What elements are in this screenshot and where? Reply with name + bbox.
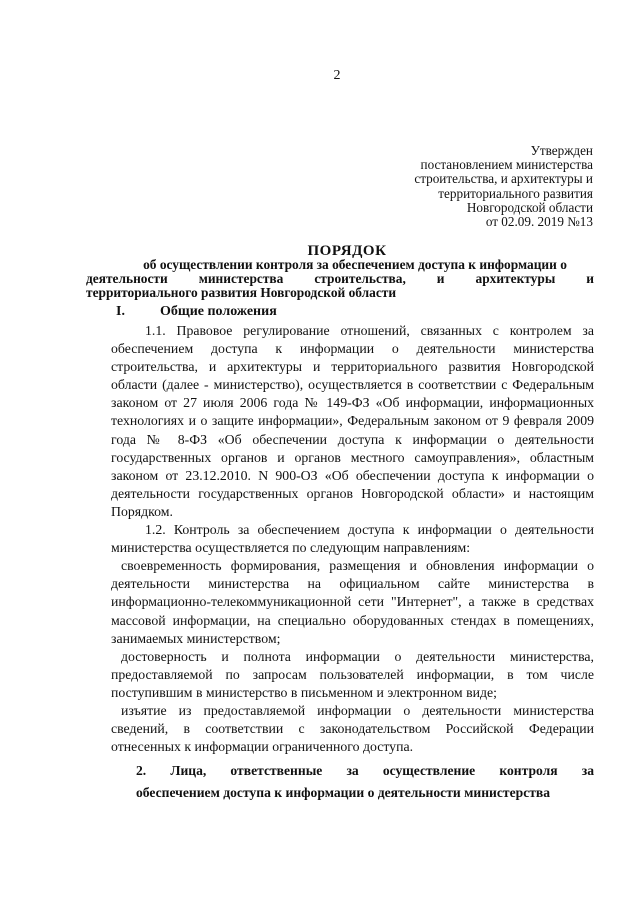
- list-item: своевременность формирования, размещения и обновления информации о деятельности министерства на официальном сайте министерства в информационно-телекоммуникационной сети "Интернет", а также в средствах массовой информации, на специально оборудованных стендах в помещениях, занимаемых министерством;: [111, 558, 594, 646]
- paragraph-1-2: 1.2. Контроль за обеспечением доступа к информации о деятельности министерства осуществляется по следующим направлениям:: [111, 522, 594, 556]
- approval-line: строительства, и архитектуры и: [414, 171, 593, 187]
- approval-stamp: [414, 144, 593, 229]
- section-1-body: [111, 322, 594, 756]
- subtitle-line: деятельности министерства строительства, и архитектуры и: [86, 271, 594, 287]
- document-title: ПОРЯДОК: [307, 243, 387, 259]
- paragraph-1-1: 1.1. Правовое регулирование отношений, связанных с контролем за обеспечением доступа к информации о деятельности министерства строительства, и архитектуры и территориального развития Новгородской области (далее - министерство), осуществляется в соответствии с Федеральным законом от 27 июля 2006 года № 149-ФЗ «Об информации, информационных технологиях и о защите информации», Федеральным законом от 9 февраля 2009 года № 8-ФЗ «Об обеспечении доступа к информации о деятельности государственных органов и органов местного самоуправления», областным законом от 23.12.2010. N 900-ОЗ «Об обеспечении доступа к информации о деятельности государственных органов Новгородской области» и настоящим Порядком.: [111, 323, 594, 519]
- section-1-title: Общие положения: [160, 304, 277, 319]
- subtitle-line: об осуществлении контроля за обеспечением доступа к информации о: [143, 257, 567, 272]
- section-2-line: 2. Лица, ответственные за осуществление контроля за: [136, 763, 594, 778]
- section-2-heading: [136, 760, 594, 804]
- approval-line: Утвержден: [530, 143, 593, 158]
- document-subtitle: [86, 258, 594, 301]
- list-item: достоверность и полнота информации о деятельности министерства, предоставляемой по запросам пользователей информации, в том числе поступившим в министерство в письменном и электронном виде;: [111, 648, 594, 700]
- list-item: изъятие из предоставляемой информации о деятельности министерства сведений, в соответствии с законодательством Российской Федерации отнесенных к информации ограниченного доступа.: [111, 702, 594, 755]
- approval-line: постановлением министерства: [420, 157, 593, 173]
- approval-line: Новгородской области: [466, 199, 593, 215]
- subtitle-line: территориального развития Новгородской области: [86, 285, 397, 301]
- section-2-line: обеспечением доступа к информации о деятельности министерства: [136, 785, 551, 800]
- approval-line: от 02.09. 2019 №13: [485, 214, 593, 230]
- page-number: 2: [333, 68, 341, 83]
- approval-line: территориального развития: [438, 185, 593, 201]
- section-1-number: I.: [116, 304, 125, 319]
- section-1-heading: [116, 304, 277, 320]
